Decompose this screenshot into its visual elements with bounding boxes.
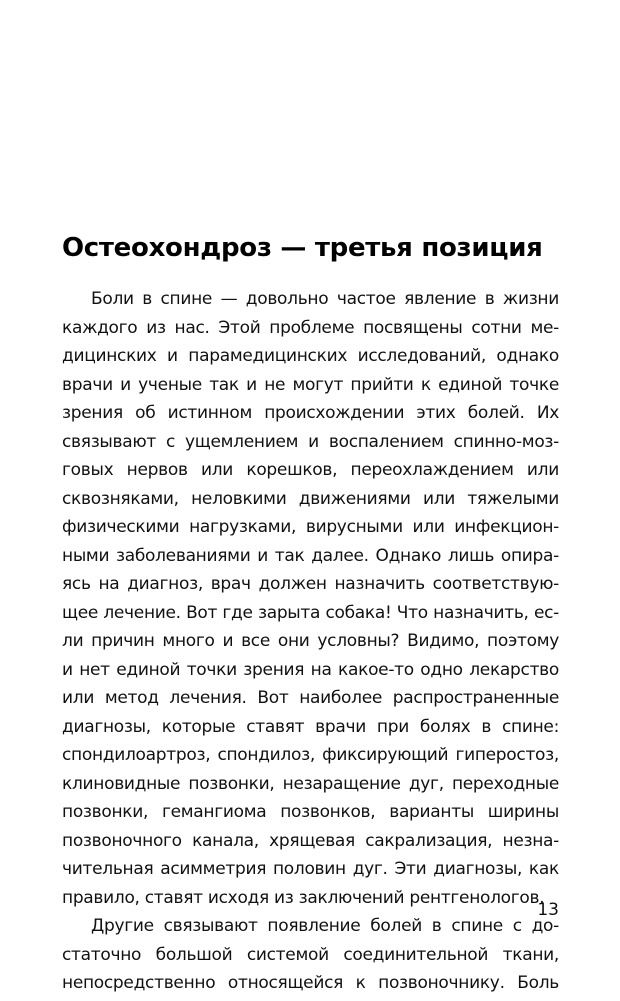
text-line: сквозняками, неловкими движениями или тяжелыми [62, 488, 559, 509]
text-line: физическими нагрузками, вирусными или инфекцион- [62, 517, 559, 537]
text-line: говых нервов или корешков, переохлаждением или [62, 460, 559, 480]
text-line: дицинских и парамедицинских исследований, однако [62, 346, 559, 366]
text-line: ясь на диагноз, врач должен назначить соответствую- [62, 574, 559, 594]
text-line: чительная асимметрия половин дуг. Эти диагнозы, как [62, 859, 559, 879]
section-heading: Остеохондроз — третья позиция [62, 233, 543, 263]
text-line: щее лечение. Вот где зарыта собака! Что назначить, ес- [62, 602, 559, 623]
text-line: позвонки, гемангиома позвонков, варианты ширины [62, 802, 559, 822]
text-line: непосредственно относящейся к позвоночнику. Боль [62, 973, 559, 993]
text-line: статочно большой системой соединительной ткани, [62, 944, 559, 965]
text-line: или метод лечения. Вот наиболее распространенные [62, 688, 559, 708]
text-line: позвоночного канала, хрящевая сакрализация, незна- [62, 830, 559, 851]
text-line: связывают с ущемлением и воспалением спинно-моз- [62, 431, 559, 452]
text-line: каждого из нас. Этой проблеме посвящены сотни ме- [62, 317, 559, 338]
text-line: ными заболеваниями и так далее. Однако лишь опира- [62, 545, 559, 566]
text-line: диагнозы, которые ставят врачи при болях в спине: [62, 716, 559, 737]
body-text [62, 285, 559, 998]
page-number: 13 [537, 900, 559, 920]
text-line: зрения об истинном происхождении этих болей. Их [62, 403, 559, 423]
text-line: Боли в спине — довольно частое явление в жизни [91, 289, 559, 309]
text-line: спондилоартроз, спондилоз, фиксирующий гиперостоз, [62, 745, 559, 765]
text-line: врачи и ученые так и не могут прийти к единой точке [62, 374, 559, 395]
text-line: и нет единой точки зрения на какое-то одно лекарство [62, 659, 559, 680]
text-line: Другие связывают появление болей в спине с до- [91, 916, 559, 936]
text-line: клиновидные позвонки, незаращение дуг, переходные [62, 773, 559, 794]
text-line: ли причин много и все они условны? Видимо, поэтому [62, 631, 559, 651]
text-line: правило, ставят исходя из заключений рентгенологов. [62, 887, 545, 908]
